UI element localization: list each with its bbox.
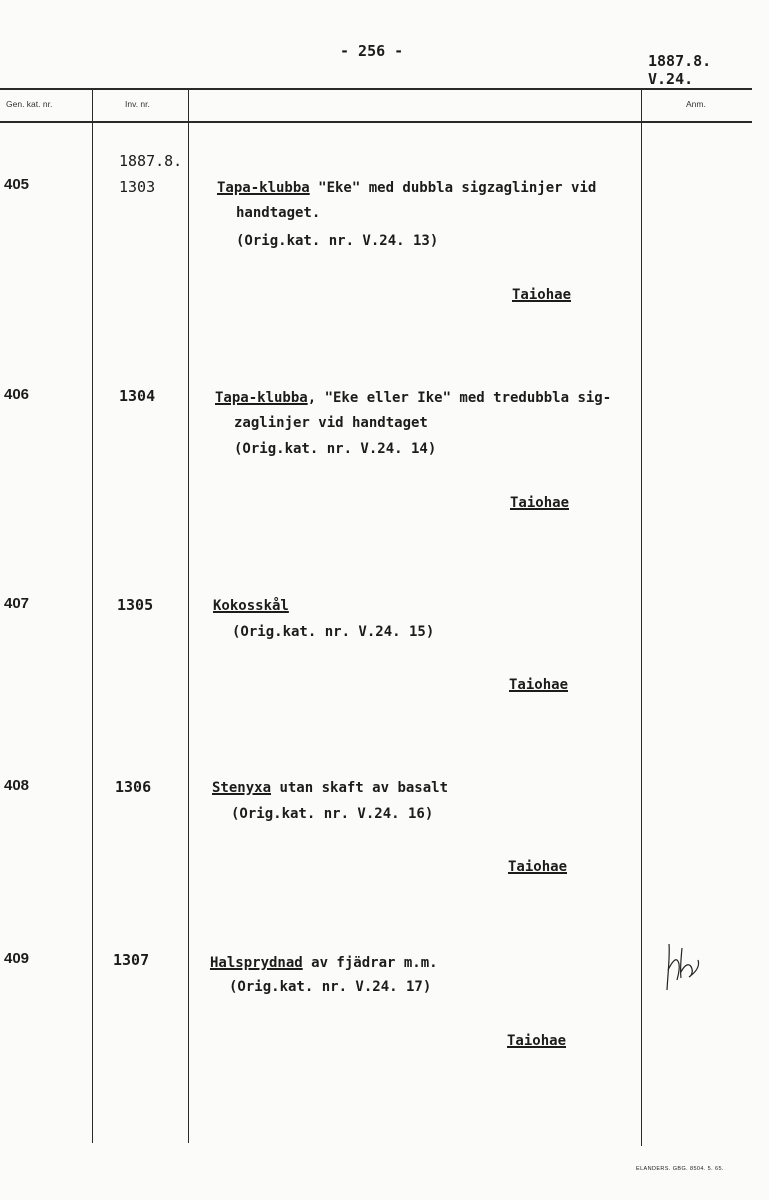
inv-prefix: 1887.8. — [119, 152, 183, 170]
inv-number: 1304 — [119, 387, 156, 405]
reference-label — [648, 52, 711, 88]
object-name: Tapa-klubba — [217, 180, 310, 196]
gen-kat-number: 405 — [4, 176, 30, 193]
inv-number: 1305 — [117, 596, 154, 614]
printer-footer: ELANDERS. GBG. 8504. 5. 65. — [636, 1166, 724, 1172]
object-name: Stenyxa — [212, 780, 272, 796]
original-catalog-ref: (Orig.kat. nr. V.24. 16) — [231, 806, 434, 822]
original-catalog-ref: (Orig.kat. nr. V.24. 14) — [234, 441, 437, 457]
description-text: "Eke" med dubbla sigzaglinjer vid — [309, 180, 597, 196]
place-name: Taiohae — [512, 287, 572, 303]
column-divider-2 — [188, 88, 189, 1143]
inv-number: 1306 — [115, 778, 152, 796]
object-name: Kokosskål — [213, 598, 289, 614]
column-header-inv: Inv. nr. — [125, 99, 150, 109]
description-text: av fjädrar m.m. — [302, 955, 438, 971]
description-text: , "Eke eller Ike" med tredubbla sig- — [307, 390, 612, 406]
place-name: Taiohae — [507, 1033, 567, 1049]
description-text: utan skaft av basalt — [271, 780, 449, 796]
inv-number: 1307 — [113, 951, 150, 969]
header-top-rule — [0, 88, 752, 90]
object-name: Tapa-klubba — [215, 390, 308, 406]
entry-description — [210, 951, 438, 975]
entry-description — [217, 176, 596, 200]
column-divider-3 — [641, 88, 642, 1146]
column-header-gen-kat: Gen. kat. nr. — [6, 99, 53, 109]
description-continuation: handtaget. — [236, 205, 321, 221]
place-name: Taiohae — [508, 859, 568, 875]
handwritten-mark — [664, 942, 704, 994]
gen-kat-number: 407 — [4, 595, 30, 612]
inv-number: 1303 — [119, 178, 156, 196]
page-number: - 256 - — [340, 42, 404, 60]
reference-line-2: V.24. — [648, 70, 694, 88]
reference-line-1: 1887.8. — [648, 52, 712, 70]
place-name: Taiohae — [509, 677, 569, 693]
gen-kat-number: 408 — [4, 777, 30, 794]
place-name: Taiohae — [510, 495, 570, 511]
original-catalog-ref: (Orig.kat. nr. V.24. 17) — [229, 979, 432, 995]
entry-description — [212, 776, 448, 800]
column-divider-1 — [92, 88, 93, 1143]
description-continuation: zaglinjer vid handtaget — [234, 415, 428, 431]
entry-description — [213, 594, 289, 618]
header-bottom-rule — [0, 121, 752, 123]
original-catalog-ref: (Orig.kat. nr. V.24. 15) — [232, 624, 435, 640]
entry-description — [215, 386, 611, 410]
original-catalog-ref: (Orig.kat. nr. V.24. 13) — [236, 233, 439, 249]
gen-kat-number: 406 — [4, 386, 30, 403]
gen-kat-number: 409 — [4, 950, 30, 967]
object-name: Halsprydnad — [210, 955, 303, 971]
column-header-anm: Anm. — [686, 99, 706, 109]
